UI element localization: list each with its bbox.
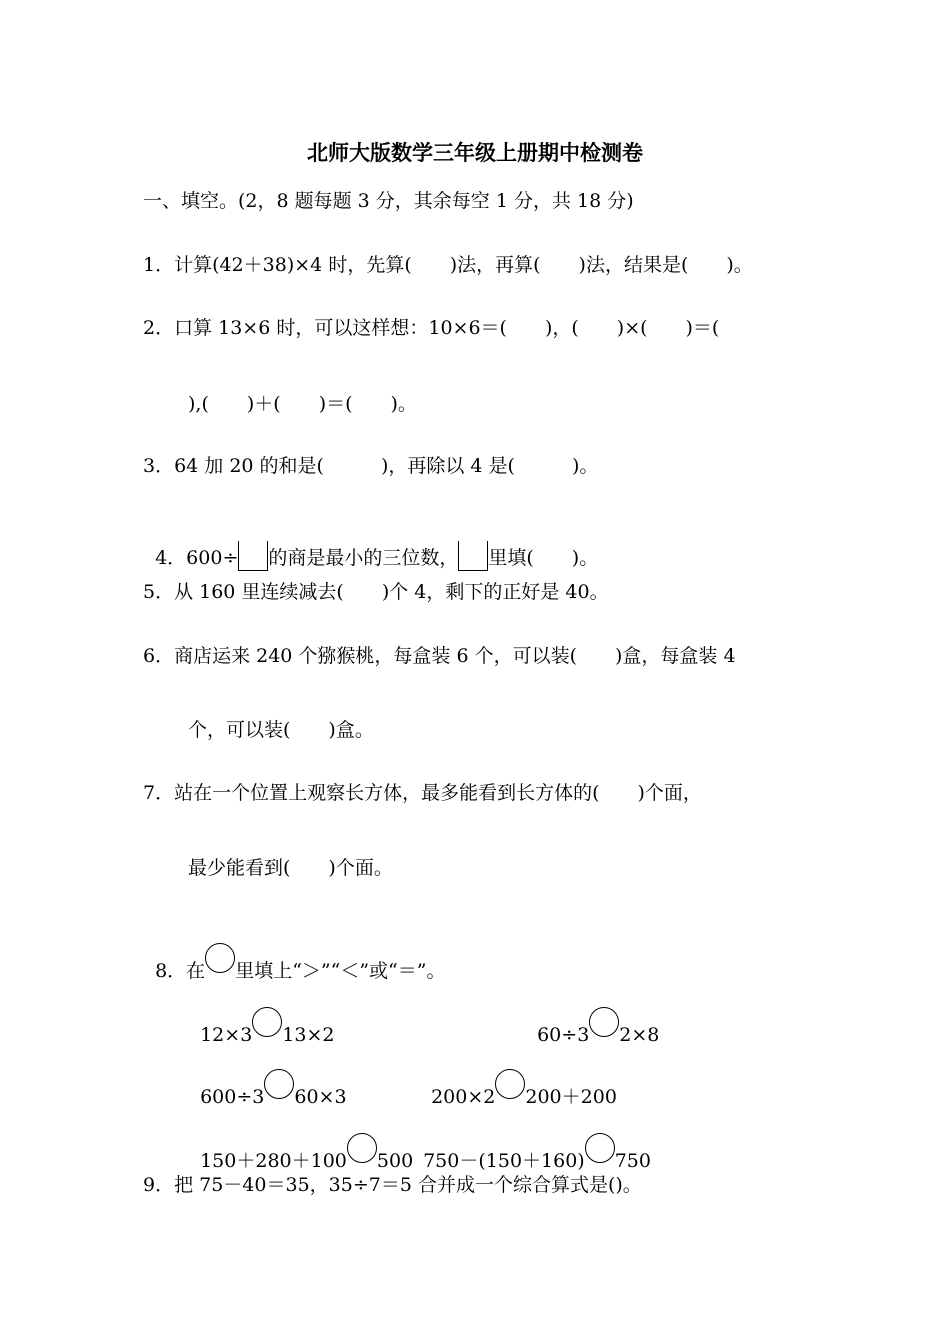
comparison-left: 750－(150＋160) <box>423 1150 585 1172</box>
question-7-line-1: 7．站在一个位置上观察长方体，最多能看到长方体的( )个面， <box>143 782 702 804</box>
blank-circle[interactable] <box>589 1007 619 1037</box>
question-1: 1．计算(42＋38)×4 时，先算( )法，再算( )法，结果是( )。 <box>143 254 753 276</box>
question-9: 9．把 75－40＝35，35÷7＝5 合并成一个综合算式是()。 <box>143 1174 642 1196</box>
question-4-part-a: 4．600÷ <box>155 547 239 569</box>
comparison-right: 2×8 <box>619 1024 660 1046</box>
question-2-line-2: ),( )＋( )＝( )。 <box>188 393 417 415</box>
comparison-item <box>525 981 659 1048</box>
comparison-item <box>188 1043 347 1110</box>
comparison-right: 500 <box>376 1150 414 1172</box>
comparison-item <box>188 981 334 1048</box>
comparison-right: 60×3 <box>294 1086 347 1108</box>
comparison-item <box>188 1107 413 1174</box>
question-3: 3．64 加 20 的和是( )，再除以 4 是( )。 <box>143 455 599 477</box>
comparison-left: 200×2 <box>431 1086 496 1108</box>
comparison-left: 12×3 <box>200 1024 253 1046</box>
question-6-line-1: 6．商店运来 240 个猕猴桃，每盒装 6 个，可以装( )盒，每盒装 4 <box>143 645 736 667</box>
question-4 <box>143 515 598 571</box>
blank-circle[interactable] <box>205 943 235 973</box>
page-title: 北师大版数学三年级上册期中检测卷 <box>307 141 643 165</box>
question-4-part-b: 的商是最小的三位数， <box>268 547 459 569</box>
comparison-item <box>411 1107 651 1174</box>
question-7-line-2: 最少能看到( )个面。 <box>188 857 393 879</box>
question-5: 5．从 160 里连续减去( )个 4，剩下的正好是 40。 <box>143 581 609 603</box>
question-8-part-b: 里填上“＞”“＜”或“＝”。 <box>235 960 446 982</box>
blank-circle[interactable] <box>264 1069 294 1099</box>
comparison-item <box>419 1043 617 1110</box>
comparison-right: 750 <box>614 1150 651 1172</box>
blank-circle[interactable] <box>495 1069 525 1099</box>
section-heading: 一、填空。(2，8 题每题 3 分，其余每空 1 分，共 18 分) <box>143 190 634 212</box>
comparison-right: 200＋200 <box>525 1086 617 1108</box>
blank-square[interactable] <box>238 541 268 571</box>
comparison-left: 60÷3 <box>537 1024 590 1046</box>
blank-circle[interactable] <box>347 1133 377 1163</box>
question-4-part-c: 里填( )。 <box>488 547 599 569</box>
comparison-left: 600÷3 <box>200 1086 265 1108</box>
comparison-right: 13×2 <box>282 1024 335 1046</box>
question-6-line-2: 个，可以装( )盒。 <box>188 719 374 741</box>
comparison-left: 150＋280＋100 <box>200 1150 347 1172</box>
blank-circle[interactable] <box>252 1007 282 1037</box>
question-8 <box>143 917 445 984</box>
question-2-line-1: 2．口算 13×6 时，可以这样想：10×6＝( )，( )×( )＝( <box>143 317 720 339</box>
blank-square[interactable] <box>458 541 488 571</box>
question-8-part-a: 8．在 <box>155 960 206 982</box>
blank-circle[interactable] <box>585 1133 615 1163</box>
